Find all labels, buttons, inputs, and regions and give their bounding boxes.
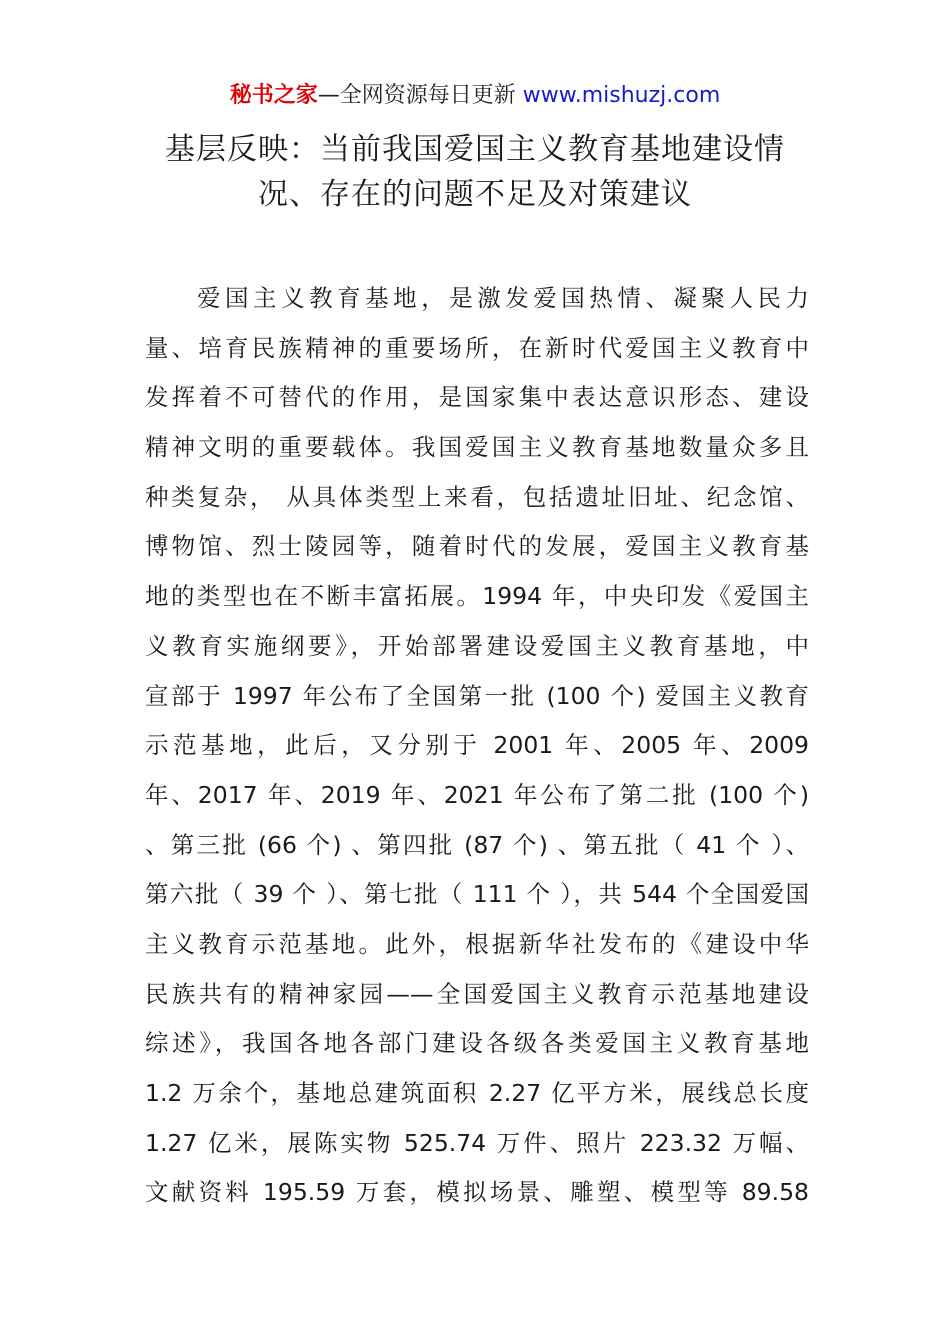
body-line: 发挥着不可替代的作用，是国家集中表达意识形态、建设 [145, 383, 809, 412]
site-banner [0, 80, 950, 112]
body-line: 博物馆、烈士陵园等，随着时代的发展，爱国主义教育基 [145, 532, 809, 561]
body-line: 主义教育示范基地。此外，根据新华社发布的《建设中华 [145, 929, 809, 958]
site-url-link[interactable]: www.mishuzj.com [522, 83, 721, 108]
body-line: 民族共有的精神家园——全国爱国主义教育示范基地建设 [145, 979, 809, 1008]
body-line: 宣部于 1997 年公布了全国第一批 (100 个) 爱国主义教育 [145, 681, 809, 710]
brand-name: 秘书之家 [229, 83, 318, 108]
body-line: 年、2017 年、2019 年、2021 年公布了第二批 (100 个) [145, 780, 809, 809]
body-line: 义教育实施纲要》，开始部署建设爱国主义教育基地，中 [145, 631, 809, 660]
body-line: 1.2 万余个，基地总建筑面积 2.27 亿平方米，展线总长度 [145, 1079, 809, 1107]
banner-tagline: —全网资源每日更新 [317, 83, 523, 108]
body-line: 综述》，我国各地各部门建设各级各类爱国主义教育基地 [145, 1029, 809, 1058]
body-line: 量、培育民族精神的重要场所，在新时代爱国主义教育中 [145, 333, 809, 362]
body-line: 地的类型也在不断丰富拓展。1994 年，中央印发《爱国主 [145, 582, 809, 611]
title-line-2: 况、存在的问题不足及对策建议 [258, 177, 692, 212]
body-line: 精神文明的重要载体。我国爱国主义教育基地数量众多且 [145, 433, 809, 462]
body-line: 1.27 亿米，展陈实物 525.74 万件、照片 223.32 万幅、 [145, 1128, 809, 1157]
body-paragraph [145, 274, 809, 1218]
body-line: 文献资料 195.59 万套，模拟场景、雕塑、模型等 89.58 [145, 1178, 809, 1207]
document-title [140, 127, 810, 217]
body-line: 第六批（ 39 个 ）、第七批（ 111 个 ），共 544 个全国爱国 [145, 880, 809, 909]
body-line: 示范基地，此后，又分别于 2001 年、2005 年、2009 [145, 731, 809, 760]
body-line: 爱国主义教育基地，是激发爱国热情、凝聚人民力 [197, 284, 809, 312]
body-line: 、第三批 (66 个) 、第四批 (87 个) 、第五批（ 41 个 ）、 [145, 830, 809, 859]
title-line-1: 基层反映：当前我国爱国主义教育基地建设情 [165, 132, 785, 167]
body-line: 种类复杂， 从具体类型上来看，包括遗址旧址、纪念馆、 [145, 482, 809, 511]
